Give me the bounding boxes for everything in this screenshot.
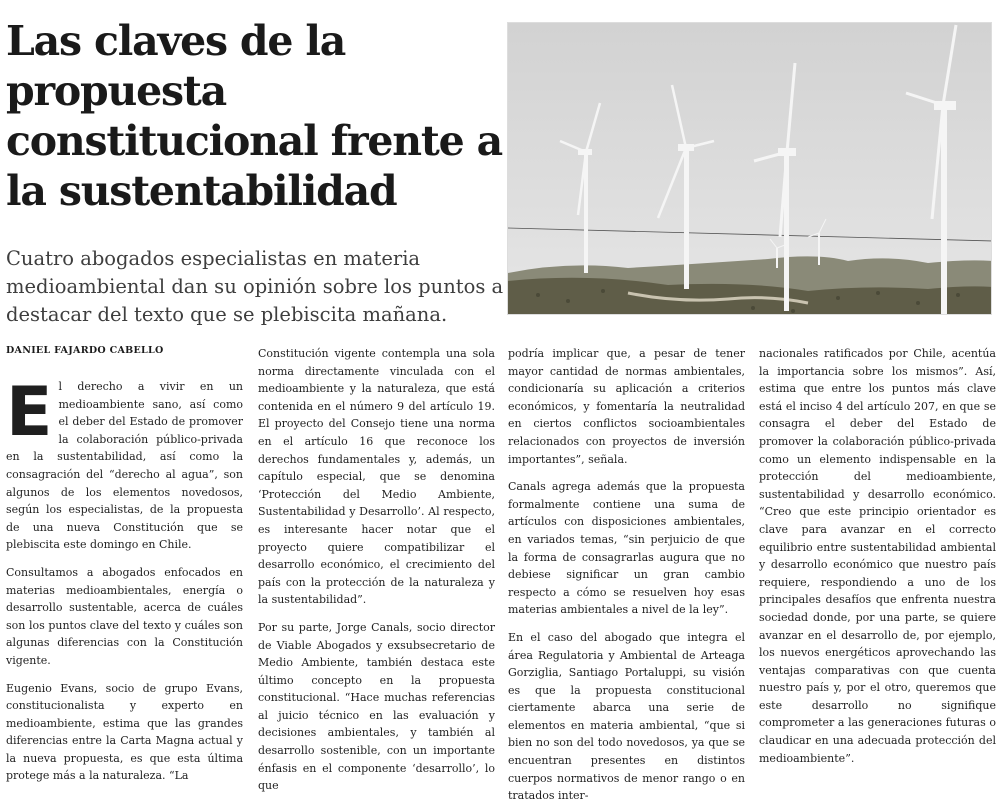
article-column-2 bbox=[258, 345, 495, 795]
paragraph: Eugenio Evans, socio de grupo Evans, constitucionalista y experto en medioambiente, estima que las grandes diferencias entre la Carta Magna actual y la nueva propuesta, es que esta última protege más a la naturaleza. “La bbox=[6, 681, 243, 783]
headline: Las claves de la propuesta constitucional frente a la sustentabilidad bbox=[6, 17, 502, 215]
paragraph: Constitución vigente contempla una sola norma directamente vinculada con el medioambiente y la naturaleza, que está contenida en el número 9 del artículo 19. El proyecto del Consejo tiene una norma en el artículo 16 que reconoce los derechos fundamentales y, además, un capítulo especial, que se denomina ‘Protección del Medio Ambiente, Sustentabilidad y Desarrollo’. Al respecto, es interesante hacer notar que el proyecto quiere compatibilizar el desarrollo económico, el crecimiento del país con la protección de la naturaleza y la sustentabilidad”. bbox=[258, 347, 495, 607]
paragraph: El derecho a vivir en un medioambiente sano, así como el deber del Estado de promover la colaboración público-privada en la sustentabilidad, así como la consagración del “derecho al agua”, son algunos de los elementos novedosos, según los especialistas, de la propuesta de una nueva Constitución que se plebiscita este domingo en Chile. bbox=[6, 373, 243, 552]
drop-cap: E bbox=[6, 373, 53, 452]
paragraph: Consultamos a abogados enfocados en materias medioambientales, energía o desarrollo sustentable, acerca de cuáles son los puntos clave del texto y cuáles son algunas diferencias con la Constitución vigente. bbox=[6, 565, 243, 667]
article-column-3 bbox=[508, 345, 745, 805]
article-column-4 bbox=[759, 345, 996, 767]
paragraph: Canals agrega además que la propuesta formalmente contiene una suma de artículos con disposiciones ambientales, en variados temas, “sin perjuicio de que la forma de consagrarlas augura que no debiese significar un gran cambio respecto a cómo se resuelven hoy esas materias ambientales a nivel de la ley”. bbox=[508, 480, 745, 617]
paragraph: En el caso del abogado que integra el área Regulatoria y Ambiental de Arteaga Gorziglia, Santiago Portaluppi, su visión es que la propuesta constitucional ciertamente abarca una serie de elementos en materia ambiental, “que si bien no son del todo novedosos, ya que se encuentran presentes en distintos cuerpos normativos de menor rango o en tratados inter- bbox=[508, 630, 745, 803]
paragraph: podría implicar que, a pesar de tener mayor cantidad de normas ambientales, condicionaría su aplicación a criterios económicos, y fomentaría la neutralidad en ciertos conflictos socioambientales relacionados con proyectos de inversión importantes”, señala. bbox=[508, 347, 745, 466]
article-column-1 bbox=[6, 373, 243, 785]
subheadline: Cuatro abogados especialistas en materia medioambiental dan su opinión sobre los puntos a destacar del texto que se plebiscita mañana. bbox=[6, 247, 504, 326]
wind-turbines-photo bbox=[507, 22, 992, 315]
paragraph: nacionales ratificados por Chile, acentúa la importancia sobre los mismos”. Así, estima que entre los puntos más clave está el inciso 4 del artículo 207, en que se consagra el deber del Estado de promover la colaboración público-privada como un elemento indispensable en la protección del medioambiente, sustentabilidad y desarrollo económico. “Creo que este principio orientador es clave para avanzar en el correcto equilibrio entre sustentabilidad ambiental y desarrollo económico que nuestro país requiere, respondiendo a uno de los principales desafíos que enfrenta nuestra sociedad donde, por una parte, se quiere avanzar en el desarrollo de, por ejemplo, los nuevos energéticos aprovechando las ventajas comparativas con que cuenta nuestro país y, por el otro, queremos que este desarrollo no signifique comprometer a las generaciones futuras o claudicar en una adecuada protección del medioambiente”. bbox=[759, 347, 996, 765]
paragraph: Por su parte, Jorge Canals, socio director de Viable Abogados y exsubsecretario de Medio Ambiente, también destaca este último concepto en la propuesta constitucional. “Hace muchas referencias al juicio técnico en las evaluación y decisiones ambientales, y también al desarrollo sostenible, con un importante énfasis en el componente ‘desarrollo’, lo que bbox=[258, 620, 495, 793]
byline: DANIEL FAJARDO CABELLO bbox=[6, 345, 164, 356]
